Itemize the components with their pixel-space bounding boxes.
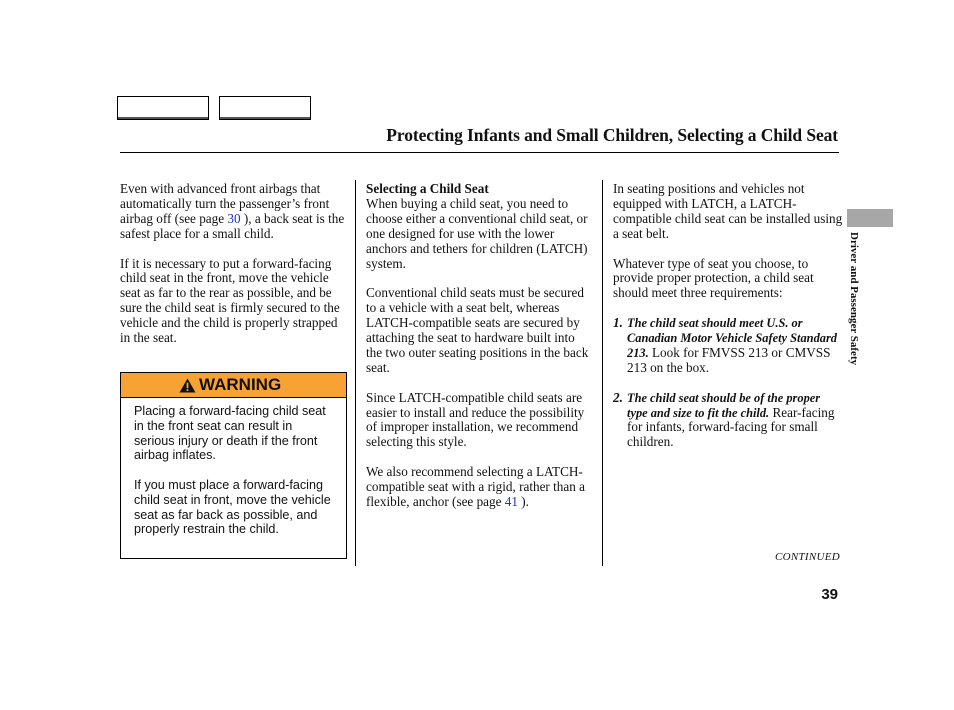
continued-label: CONTINUED xyxy=(774,551,840,563)
previous-page-button[interactable] xyxy=(117,96,209,120)
section-tab xyxy=(847,209,893,227)
page-link-30[interactable]: 30 xyxy=(227,210,241,226)
requirement-number: 2. xyxy=(613,389,623,405)
warning-box xyxy=(120,372,347,559)
column-2 xyxy=(366,182,592,525)
column-divider-2 xyxy=(602,180,603,566)
paragraph-rigid-anchor: We also recommend selecting a LATCH-compatible seat with a rigid, rather than a flexible, anchor (see page 41 ). xyxy=(366,464,585,509)
warning-paragraph-1: Placing a forward-facing child seat in the front seat can result in serious injury or death if the front airbag inflates. xyxy=(134,404,326,463)
section-heading: Selecting a Child Seat xyxy=(366,181,489,196)
warning-paragraph-2: If you must place a forward-facing child seat in front, move the vehicle seat as far back as possible, and properly restrain the child. xyxy=(134,477,331,537)
column-1 xyxy=(120,182,348,361)
paragraph-requirements-intro: Whatever type of seat you choose, to provide proper protection, a child seat should meet three requirements: xyxy=(613,255,814,301)
section-label: Driver and Passenger Safety xyxy=(848,232,860,366)
page-link-41[interactable]: 41 xyxy=(504,493,518,509)
page-title: Protecting Infants and Small Children, Selecting a Child Seat xyxy=(386,125,838,145)
paragraph-front-seat: If it is necessary to put a forward-facing child seat in the front, move the vehicle seat as far to the rear as possible, and be sure the child seat is firmly secured to the vehicle and the child is properly strapped in the seat. xyxy=(120,255,340,346)
paragraph-conventional-seats: Conventional child seats must be secured to a vehicle with a seat belt, whereas LATCH-compatible seats are secured by attaching the seat to hardware built into the two outer seating positions in the back seat. xyxy=(366,285,589,375)
warning-body xyxy=(121,398,346,537)
warning-header xyxy=(121,373,346,398)
column-3 xyxy=(613,182,843,465)
requirement-1: 1. The child seat should meet U.S. or Canadian Motor Vehicle Safety Standard 213. Look for FMVSS 213 or CMVSS 213 on the box. xyxy=(613,315,837,375)
requirement-2: 2. The child seat should be of the proper type and size to fit the child. Rear-facing for infants, forward-facing for small children. xyxy=(613,389,835,450)
requirement-number: 1. xyxy=(613,315,623,331)
paragraph-choose-seat: When buying a child seat, you need to choose either a conventional child seat, or one designed for use with the lower anchors and tethers for children (LATCH) system. xyxy=(366,195,588,271)
paragraph-latch-recommend: Since LATCH-compatible child seats are easier to install and reduce the possibility of improper installation, we recommend selecting this style. xyxy=(366,389,585,450)
paragraph-no-latch: In seating positions and vehicles not equipped with LATCH, a LATCH-compatible child seat can be installed using a seat belt. xyxy=(613,181,843,241)
title-divider xyxy=(120,152,839,153)
next-page-button[interactable] xyxy=(219,96,311,120)
page-number: 39 xyxy=(821,586,838,603)
warning-label: WARNING xyxy=(199,375,282,394)
warning-triangle-icon xyxy=(179,378,196,393)
column-divider-1 xyxy=(355,180,356,566)
paragraph-airbag: Even with advanced front airbags that automatically turn the passenger’s front airbag off (see page 30 ), a back seat is the safest place for a small child. xyxy=(120,181,345,241)
